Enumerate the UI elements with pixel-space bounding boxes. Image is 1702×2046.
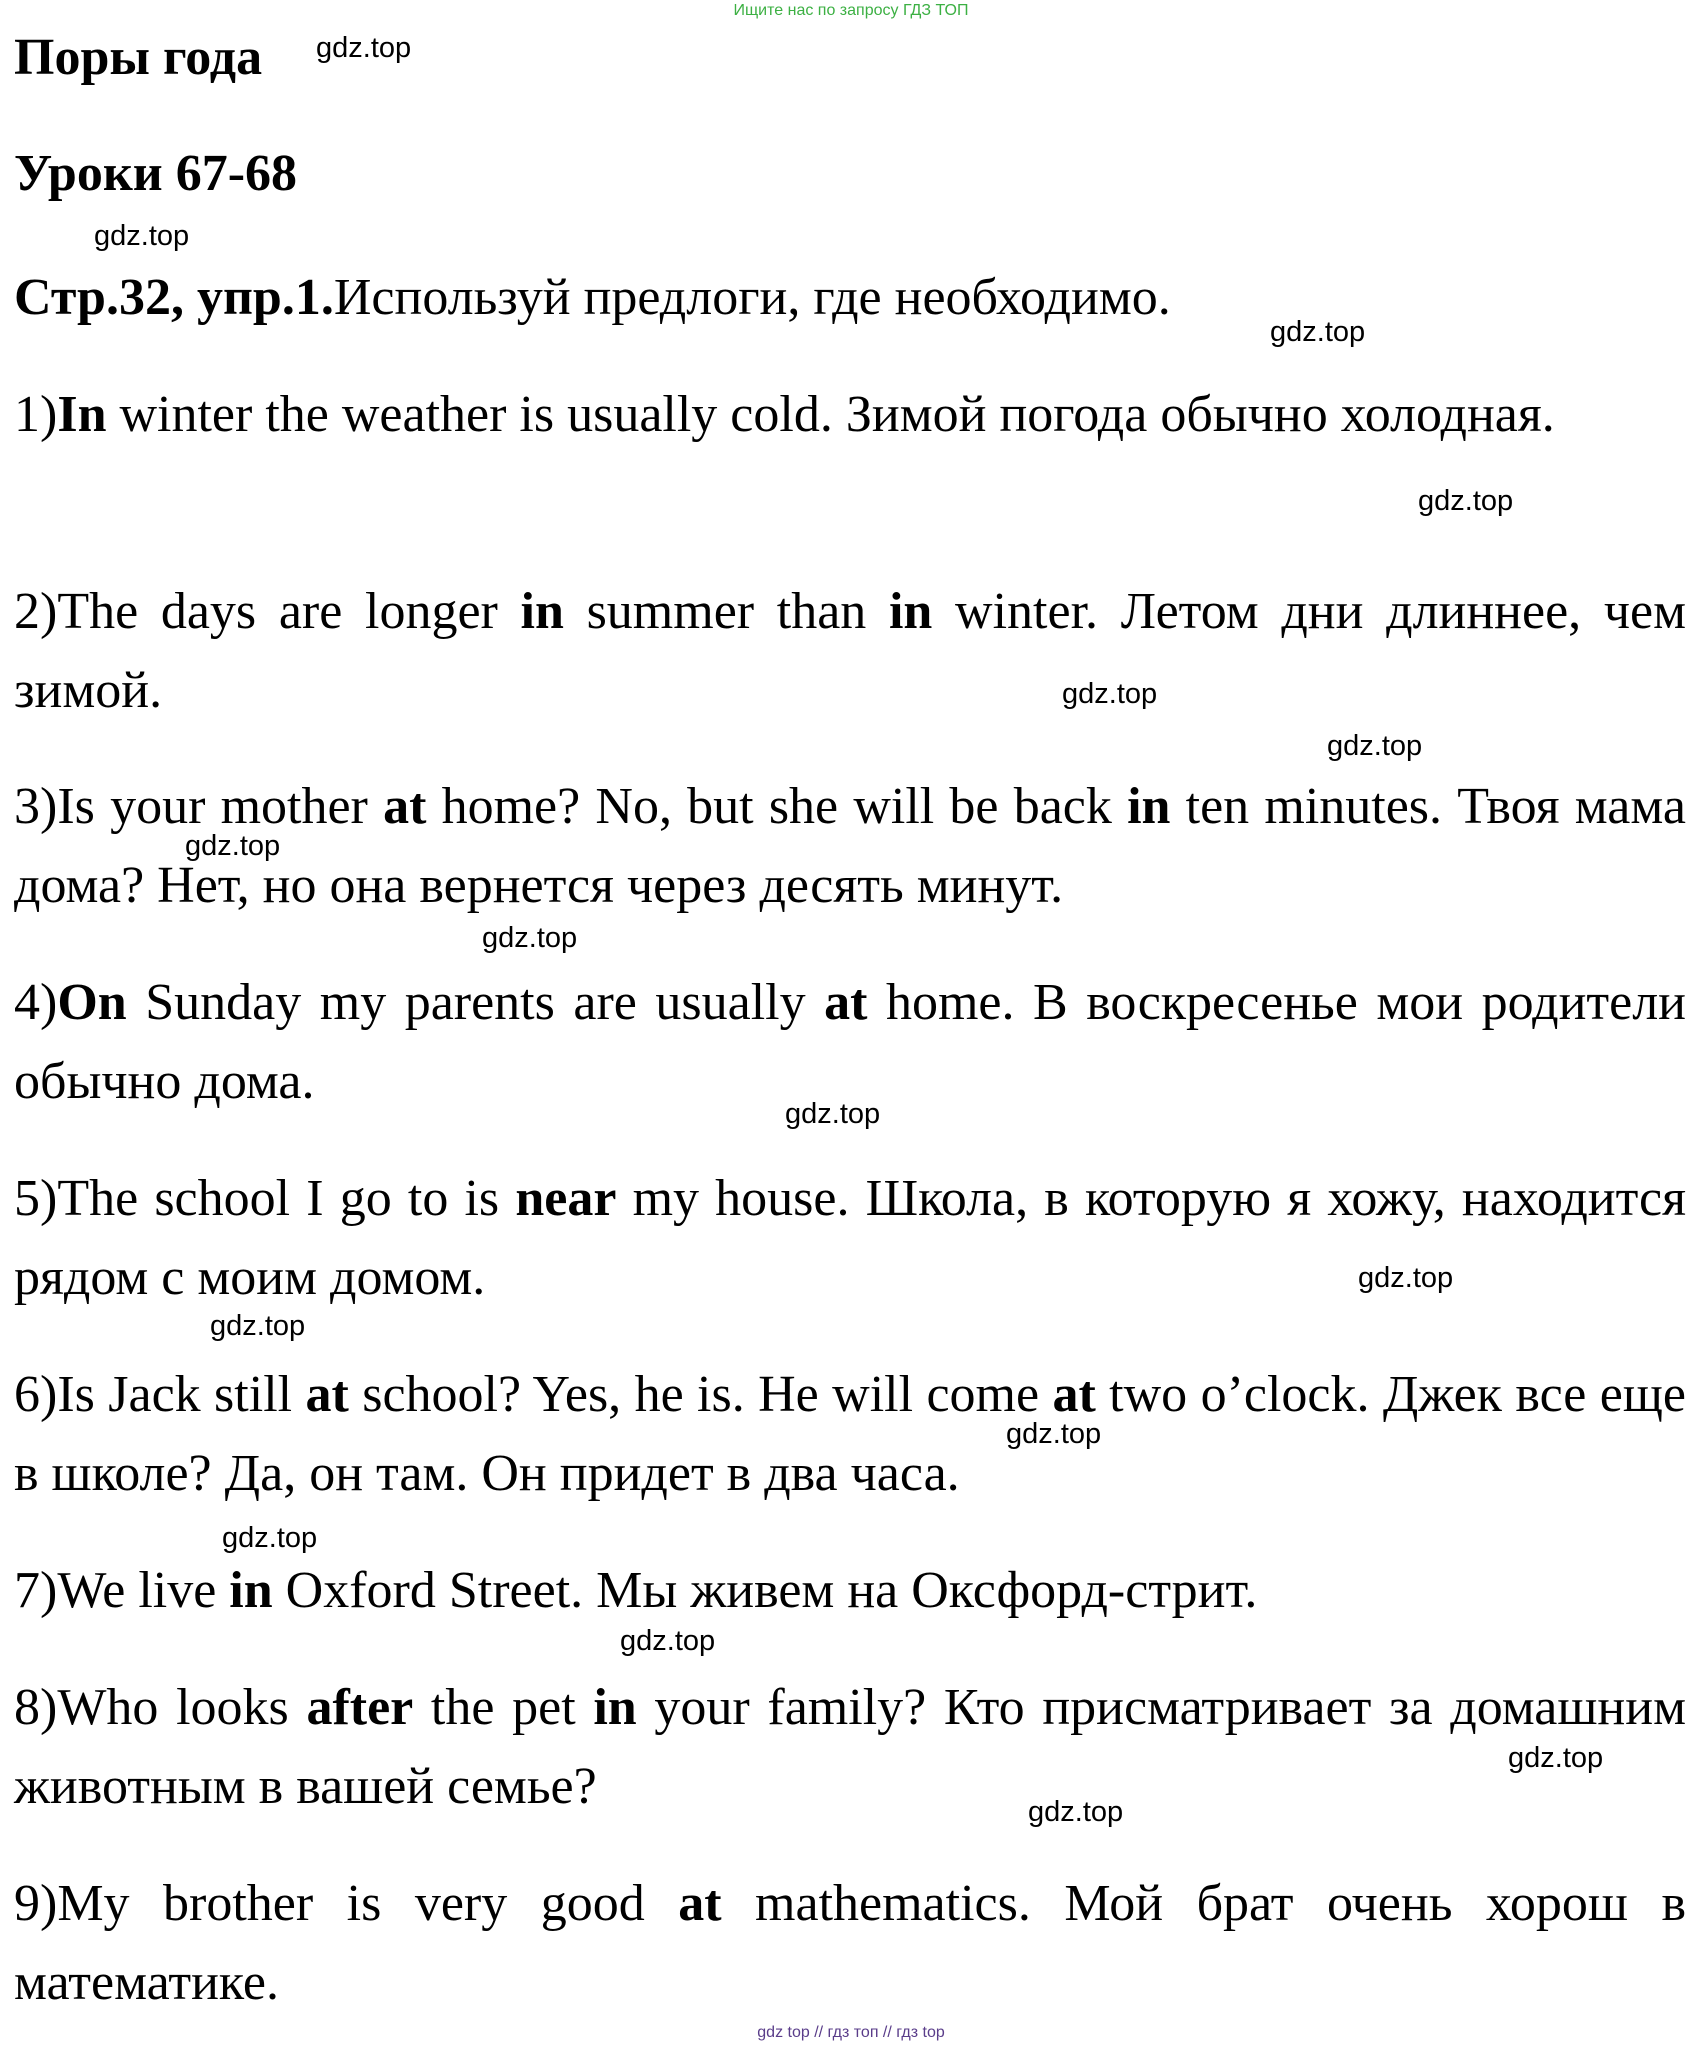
sentence-text: the pet [413, 1679, 594, 1736]
sentence-text: two o’clock. Джек все еще в школе? Да, он там. Он придет в два часа. [14, 1366, 1686, 1502]
sentence-text: mathematics. Мой брат очень хорош в математике. [14, 1875, 1686, 2011]
sentence-text: Sunday my parents are usually [126, 974, 825, 1031]
answer-preposition: near [515, 1170, 617, 1227]
sentence-text: 3)Is your mother [14, 778, 384, 835]
watermark: gdz.top [1508, 1742, 1604, 1774]
watermark: gdz.top [620, 1625, 716, 1657]
answer-preposition: in [593, 1679, 637, 1736]
sentence-text: your family? Кто присматривает за домашним животным в вашей семье? [14, 1679, 1686, 1815]
sentence-text: ten minutes. Твоя мама дома? Нет, но она вернется через десять минут. [14, 778, 1686, 914]
answer-preposition: in [520, 583, 564, 640]
exercise-item-1 [14, 375, 1686, 454]
sentence-text: 2)The days are longer [14, 583, 521, 640]
task-line [14, 268, 1171, 327]
answer-preposition: in [1127, 778, 1171, 835]
task-instruction: Используй предлоги, где необходимо. [333, 269, 1171, 326]
exercise-item-6 [14, 1355, 1686, 1513]
sentence-text: home. В воскресенье мои родители обычно дома. [14, 974, 1686, 1110]
sentence-text: 5)The school I go to is [14, 1170, 516, 1227]
answer-preposition: at [1052, 1366, 1096, 1423]
sentence-text: Oxford Street. Мы живем на Оксфорд-стрит. [272, 1562, 1258, 1619]
watermark: gdz.top [1358, 1262, 1454, 1294]
sentence-text: 8)Who looks [14, 1679, 307, 1736]
sentence-text: home? No, but she will be back [426, 778, 1128, 835]
answer-preposition: at [824, 974, 868, 1031]
page-title: Поры года [14, 29, 263, 86]
sentence-text: 4) [14, 974, 58, 1031]
exercise-item-9 [14, 1864, 1686, 2022]
watermark: gdz.top [185, 830, 281, 862]
watermark: gdz.top [222, 1522, 318, 1554]
sentence-text: my house. Школа, в которую я хожу, находится рядом с моим домом. [14, 1170, 1686, 1306]
watermark: gdz.top [482, 922, 578, 954]
answer-preposition: in [229, 1562, 273, 1619]
lesson-heading: Уроки 67-68 [14, 145, 298, 202]
watermark: gdz.top [1062, 678, 1158, 710]
watermark: gdz.top [210, 1310, 306, 1342]
task-ref: Стр.32, упр.1. [14, 269, 334, 326]
sentence-text: winter the weather is usually cold. Зимой погода обычно холодная. [106, 386, 1555, 443]
top-banner: Ищите нас по запросу ГДЗ ТОП [733, 2, 969, 19]
answer-preposition: in [888, 583, 933, 640]
watermark: gdz.top [1418, 485, 1514, 517]
exercise-item-8 [14, 1668, 1686, 1826]
footer-links: gdz top // гдз топ // гдз top [757, 2024, 945, 2041]
answer-preposition: at [305, 1366, 349, 1423]
answer-preposition: at [678, 1875, 722, 1932]
watermark: gdz.top [94, 220, 190, 252]
answer-preposition: at [383, 778, 427, 835]
answer-preposition: after [306, 1679, 414, 1736]
watermark: gdz.top [785, 1098, 881, 1130]
answer-preposition: On [57, 974, 127, 1031]
exercise-item-2 [14, 572, 1686, 730]
sentence-text: summer than [563, 583, 889, 640]
watermark: gdz.top [1006, 1418, 1102, 1450]
sentence-text: 1) [14, 386, 58, 443]
sentence-text: winter. Летом дни длиннее, чем зимой. [14, 583, 1686, 719]
watermark: gdz.top [1270, 316, 1366, 348]
watermark: gdz.top [1028, 1796, 1124, 1828]
exercise-item-7 [14, 1551, 1686, 1630]
sentence-text: 6)Is Jack still [14, 1366, 306, 1423]
watermark: gdz.top [1327, 730, 1423, 762]
answer-preposition: In [57, 386, 107, 443]
sentence-text: 9)My brother is very good [14, 1875, 679, 1932]
watermark: gdz.top [316, 32, 412, 64]
sentence-text: school? Yes, he is. He will come [348, 1366, 1053, 1423]
sentence-text: 7)We live [14, 1562, 230, 1619]
